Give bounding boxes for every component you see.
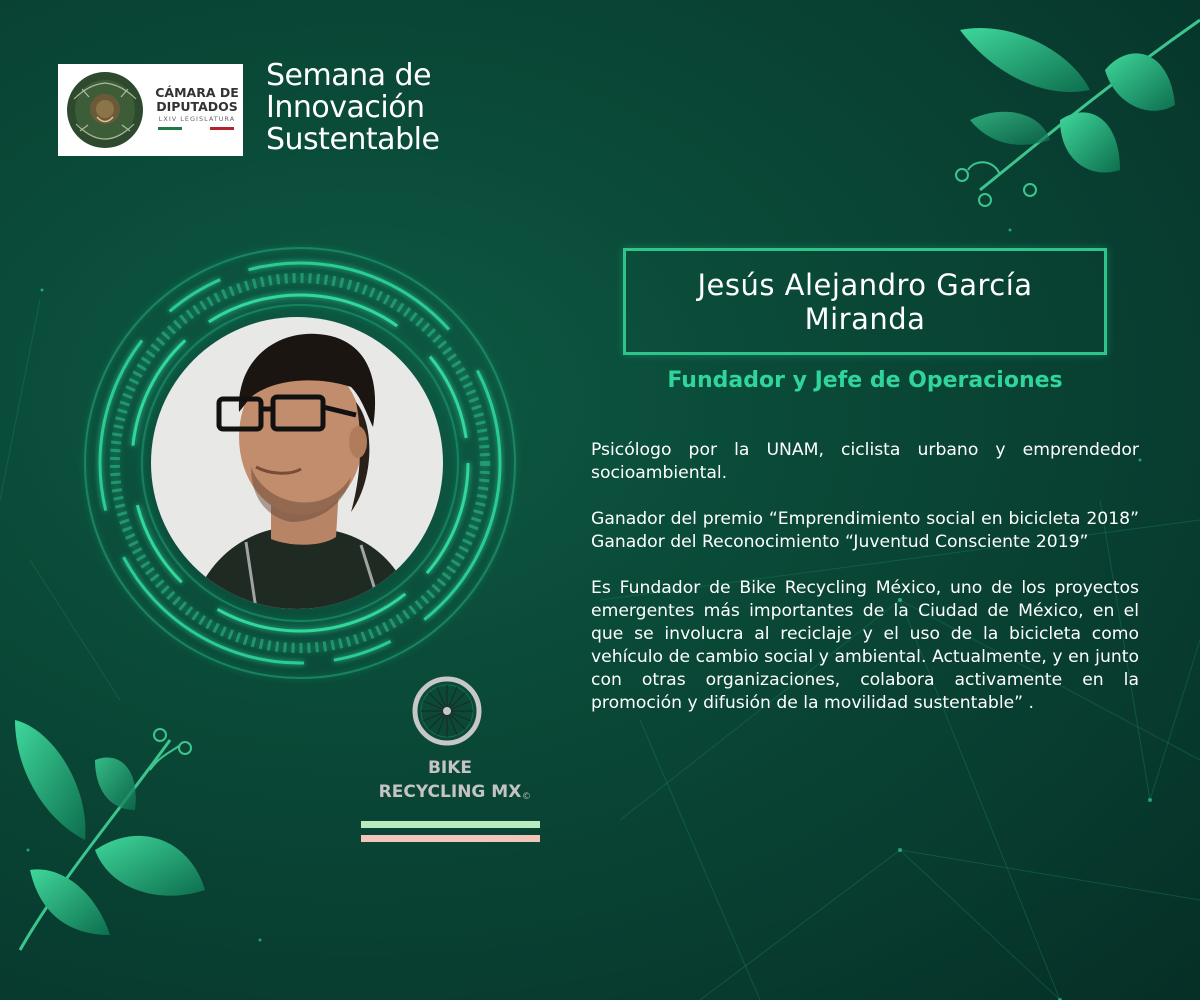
- event-title: [266, 60, 486, 156]
- institution-line-2: DIPUTADOS: [156, 99, 238, 114]
- flag-green-bar: [158, 127, 182, 130]
- event-title-line-1: Semana de: [266, 58, 432, 93]
- bike-logo-line-1: BIKE: [427, 758, 473, 778]
- institution-name: [152, 86, 242, 114]
- leaves-bottom-left-illustration: [0, 700, 230, 960]
- event-title-line-3: Sustentable: [266, 122, 440, 157]
- logo-stripe-pink: [361, 835, 540, 842]
- bio-paragraph-1: Psicólogo por la UNAM, ciclista urbano y emprendedor socioambiental.: [591, 440, 1139, 483]
- leaves-top-right-illustration: [940, 10, 1200, 230]
- speaker-role: Fundador y Jefe de Operaciones: [667, 368, 1063, 393]
- copyright-symbol: ©: [522, 792, 531, 802]
- speaker-photo: [151, 317, 443, 609]
- bio-paragraph-2: Ganador del premio “Emprendimiento social en bicicleta 2018” Ganador del Reconocimiento “Juventud Consciente 2019”: [591, 509, 1139, 552]
- speaker-name: Jesús Alejandro García Miranda: [697, 267, 1033, 336]
- speaker-name-box: [623, 248, 1107, 355]
- institution-line-1: CÁMARA DE: [155, 85, 239, 100]
- legislature-label: LXIV LEGISLATURA: [158, 115, 236, 123]
- speaker-portrait-image: [151, 317, 443, 609]
- logo-stripe-green: [361, 821, 540, 828]
- bio-paragraph-3: Es Fundador de Bike Recycling México, uno de los proyectos emergentes más importantes de la Ciudad de México, en el que se involucra al reciclaje y el uso de la bicicleta como vehículo de cambio social y ambiental. Actualmente, y en junto con otras organizaciones, colabora activamente en la promoción y difusión de la movilidad sustentable” .: [591, 578, 1139, 713]
- flag-red-bar: [210, 127, 234, 130]
- bicycle-wheel-icon: [412, 676, 482, 746]
- bike-logo-line-2: RECYCLING MX: [378, 782, 522, 802]
- national-seal-icon: [64, 69, 146, 151]
- event-title-line-2: Innovación: [266, 90, 425, 125]
- camara-de-diputados-logo: [58, 64, 243, 156]
- bike-recycling-logo-text: [360, 756, 540, 804]
- speaker-bio: [591, 439, 1139, 738]
